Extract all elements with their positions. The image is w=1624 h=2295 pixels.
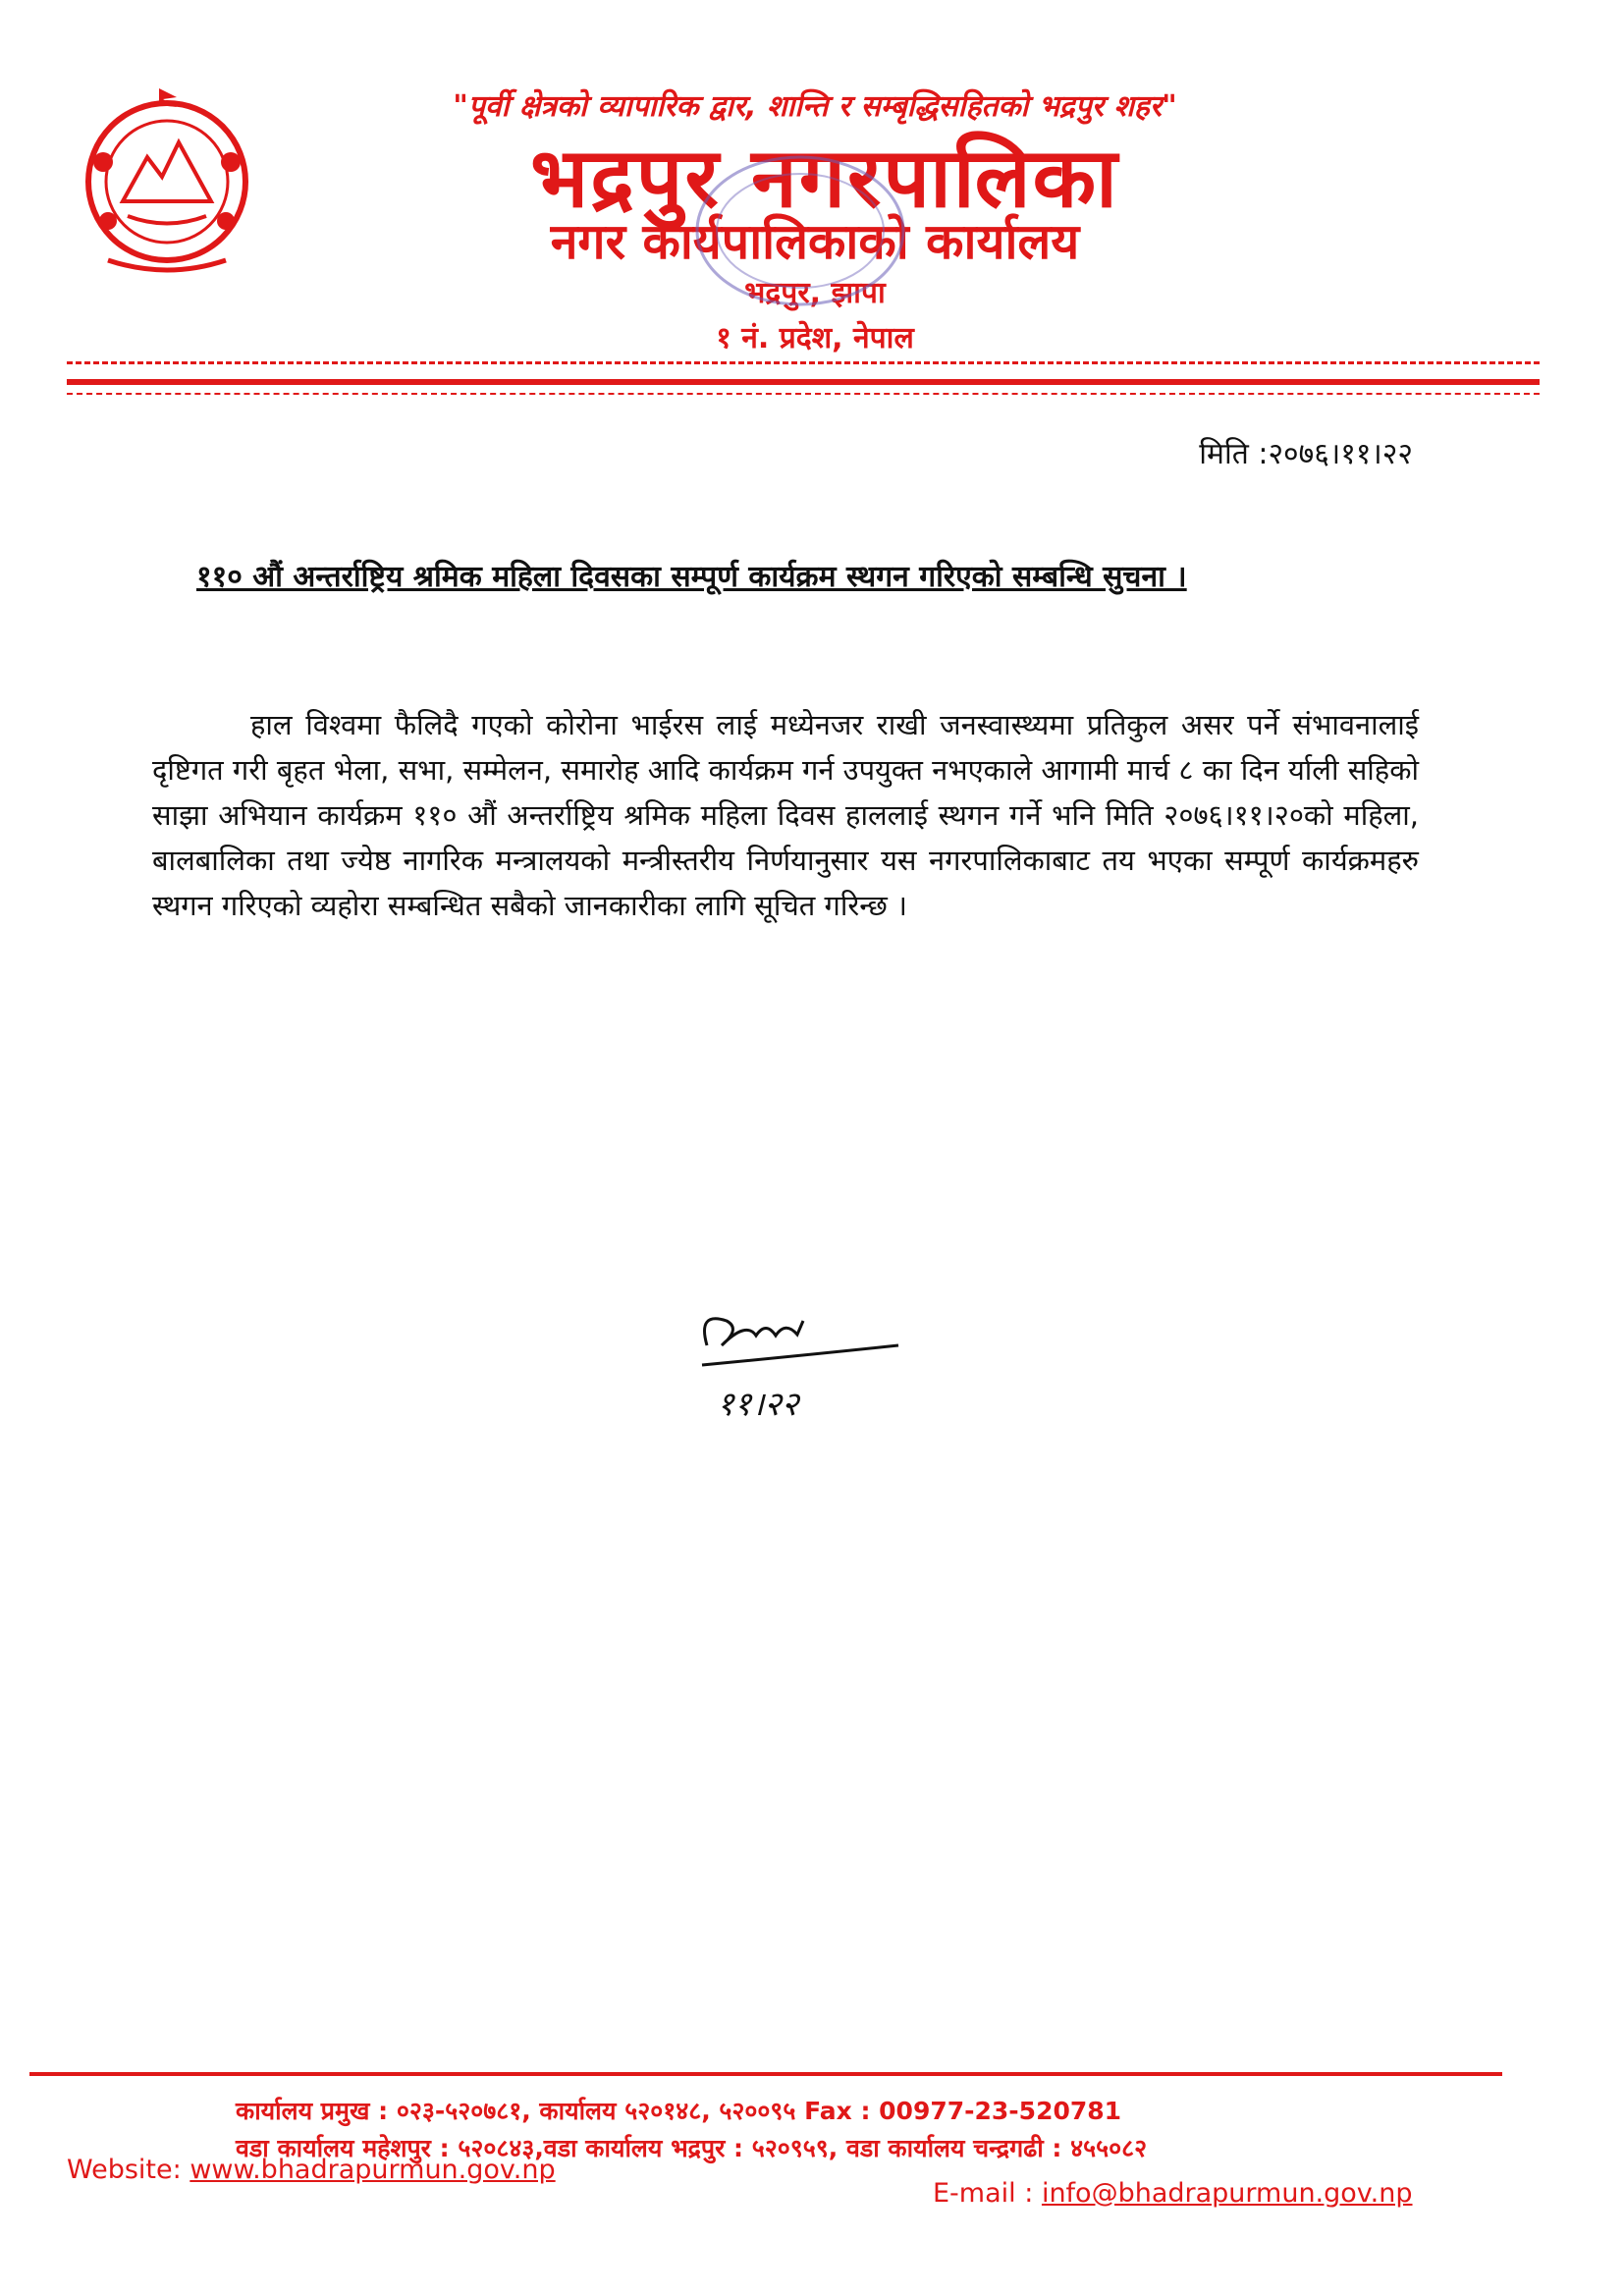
footer-contact-line-1 [236,2094,1414,2127]
email-link[interactable]: info@bhadrapurmun.gov.np [1041,2178,1413,2209]
footer-office-phones: कार्यालय प्रमुख : ०२३-५२०७८१, कार्यालय ५२०१४८, ५२००९५ [236,2097,796,2125]
letterhead-divider-dashed-lower [67,393,1540,395]
nepal-emblem-icon [69,83,265,280]
website-label: Website: [67,2155,182,2185]
office-stamp-icon [687,147,913,314]
footer-divider [29,2072,1502,2076]
letterhead-divider [67,379,1540,385]
office-name: नगर कार्यपालिकाको कार्यालय [550,213,1080,270]
handwritten-signature-icon [687,1291,913,1380]
notice-body: हाल विश्वमा फैलिदै गएको कोरोना भाईरस लाई मध्येनजर राखी जनस्वास्थ्यमा प्रतिकुल असर पर्ने संभावनालाई दृष्टिगत गरी बृहत भेला, सभा, सम्मेलन, समारोह आदि कार्यक्रम गर्न उपयुक्त नभएकाले आगामी मार्च ८ का दिन र्याली सहिको साझा अभियान कार्यक्रम ११० औं अन्तर्राष्ट्रिय श्रमिक महिला दिवस हाललाई स्थगन गर्ने भनि मिति २०७६।११।२०को महिला, बालबालिका तथा ज्येष्ठ नागरिक मन्त्रालयको मन्त्रीस्तरीय निर्णयानुसार यस नगरपालिकाबाट तय भएका सम्पूर्ण कार्यक्रमहरु स्थगन गरिएको व्यहोरा सम्बन्धित सबैको जानकारीका लागि सूचित गरिन्छ । [152,708,1419,922]
footer-email [933,2178,1413,2209]
address-line-1: भद्रपुर, झापा [744,276,886,310]
email-label: E-mail : [933,2178,1034,2209]
notice-date: मिति :२०७६।११।२२ [1199,437,1413,471]
letterhead-divider-dashed [67,361,1540,364]
notice-subject: ११० औं अन्तर्राष्ट्रिय श्रमिक महिला दिवसका सम्पूर्ण कार्यक्रम स्थगन गरिएको सम्बन्धि सुचना । [196,560,1187,594]
address-line-2: १ नं. प्रदेश, नेपाल [716,321,914,355]
footer-fax: Fax : 00977-23-520781 [804,2097,1122,2125]
footer-contact-line-2: वडा कार्यालय महेशपुर : ५२०८४३,वडा कार्यालय भद्रपुर : ५२०९५९, वडा कार्यालय चन्द्रगढी : ४५५०८२ [236,2134,1148,2162]
signature-date: ११।२२ [717,1385,799,1424]
municipality-name: भद्रपुर नगरपालिका [530,130,1119,226]
website-link[interactable]: www.bhadrapurmun.gov.np [189,2155,556,2185]
footer-website [67,2155,556,2185]
letterhead-tagline: "पूर्वी क्षेत्रको व्यापारिक द्वार, शान्ति र सम्बृद्धिसहितको भद्रपुर शहर" [453,89,1177,124]
